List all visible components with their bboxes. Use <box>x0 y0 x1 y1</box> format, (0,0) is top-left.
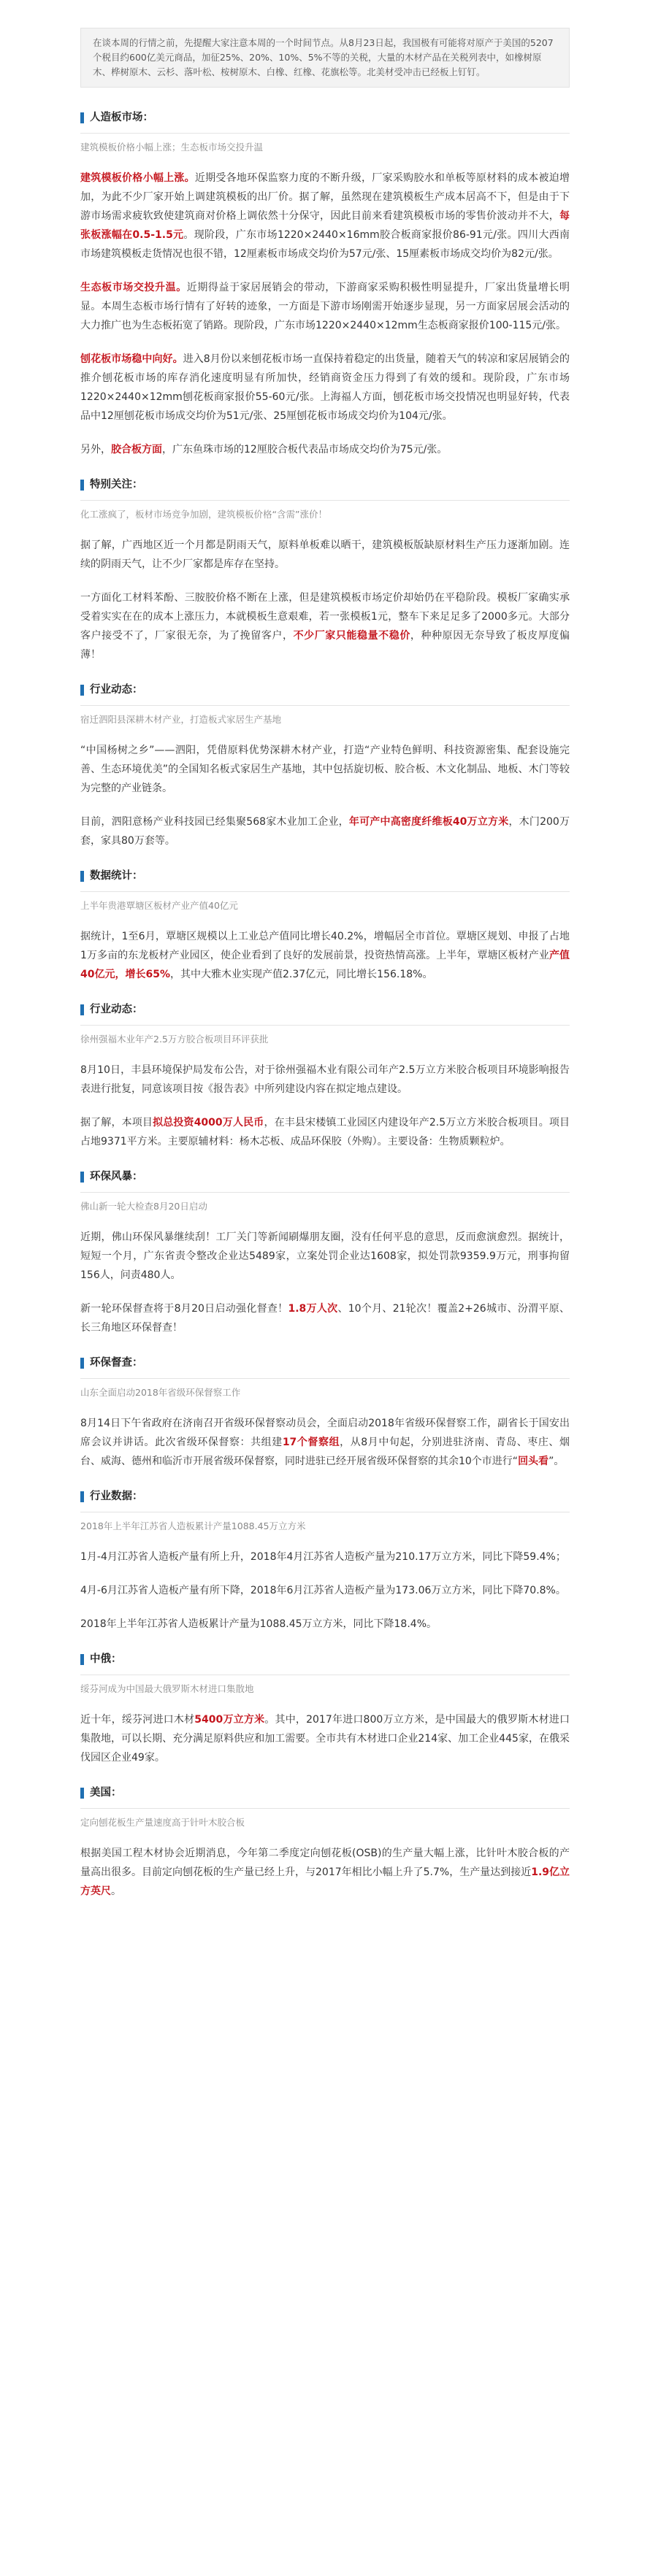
section-marker-icon <box>80 685 84 696</box>
section-subtitle: 上半年贵港覃塘区板材产业产值40亿元 <box>80 900 238 911</box>
highlight-text: 每张板涨幅在0.5-1.5元 <box>80 210 570 241</box>
body-text: ，从8月中旬起，分别进驻济南、青岛、枣庄、烟台、威海、德州和临沂市开展省级环保督察，同时进驻已经开展省级环保督察的其余10个市进行“ <box>80 1437 570 1467</box>
section-marker-icon <box>80 1172 84 1183</box>
section <box>80 1782 570 1901</box>
section-divider <box>80 1025 570 1026</box>
section-heading <box>80 474 570 496</box>
sections-container <box>80 107 570 1901</box>
section-divider <box>80 705 570 706</box>
body-text: 一方面化工材料苯酚、三胺胶价格不断在上涨，但是建筑模板市场定价却始仍在平稳阶段。模板厂家确实承受着实实在在的成本上涨压力，本就模板生意艰难，若一张模板1元，整车下来足足多了2000多元。大部分客户接受不了，厂家很无奈，为了挽留客户， <box>80 592 570 642</box>
body-text: 近期得益于家居展销会的带动，下游商家采购积极性明显提升，厂家出货量增长明显。本周生态板市场行情有了好转的迹象，一方面是下游市场刚需开始逐步显现，另一方面家居展会活动的大力推广也为生态板拓宽了销路。现阶段，广东市场1220×2440×12mm生态板商家报价100-115元/张。 <box>80 282 570 331</box>
section-marker-icon <box>80 1788 84 1799</box>
paragraph <box>80 1844 570 1901</box>
section-heading <box>80 1166 570 1188</box>
highlight-text: 生态板市场交投升温。 <box>80 282 187 293</box>
section <box>80 474 570 664</box>
body-text: 8月10日，丰县环境保护局发布公告，对于徐州强福木业有限公司年产2.5万立方米胶合板项目环境影响报告表进行批复，同意该项目按《报告表》中所列建设内容在拟定地点建设。 <box>80 1064 570 1095</box>
section-subtitle: 佛山新一轮大检查8月20日启动 <box>80 1201 207 1212</box>
paragraph <box>80 169 570 264</box>
section-title: 行业数据： <box>90 1491 143 1502</box>
body-text: 另外， <box>80 444 111 455</box>
body-text: 1月-4月江苏省人造板产量有所上升，2018年4月江苏省人造板产量为210.17万立方米，同比下降59.4%； <box>80 1551 566 1563</box>
section-marker-icon <box>80 871 84 882</box>
body-text: 8月14日下午省政府在济南召开省级环保督察动员会，全面启动2018年省级环保督察工作，副省长于国安出席会议并讲话。此次省级环保督察：共组建 <box>80 1418 570 1448</box>
paragraph <box>80 927 570 984</box>
body-text: ，在丰县宋楼镇工业园区内建设年产2.5万立方米胶合板项目。项目占地9371平方米。主要原辅材料：杨木芯板、成品环保胶（外购）。主要设备：生物质颗粒炉。 <box>80 1117 570 1147</box>
section <box>80 999 570 1151</box>
paragraph <box>80 278 570 335</box>
body-text: 新一轮环保督查将于8月20日启动强化督查！ <box>80 1303 288 1315</box>
section-divider <box>80 891 570 892</box>
section-subtitle: 宿迁泗阳县深耕木材产业，打造板式家居生产基地 <box>80 714 282 725</box>
section-title: 环保督查： <box>90 1357 143 1369</box>
section-heading <box>80 107 570 128</box>
highlight-text: 年可产中高密度纤维板40万立方米 <box>348 816 509 828</box>
section-title: 人造板市场： <box>90 112 153 123</box>
body-text: ，种种原因无奈导致了板皮厚度偏薄！ <box>80 630 570 661</box>
body-text: 根据美国工程木材协会近期消息，今年第二季度定向刨花板(OSB)的生产量大幅上涨，比针叶木胶合板的产量高出很多。目前定向刨花板的生产量已经上升，与2017年相比小幅上升了5.7%，生产量达到接近 <box>80 1848 570 1878</box>
body-text: ，其中大雅木业实现产值2.37亿元，同比增长156.18%。 <box>170 969 433 980</box>
paragraph <box>80 1581 570 1600</box>
body-text: ，木门200万套，家具80万套等。 <box>80 816 570 847</box>
highlight-text: 5400万立方米 <box>194 1714 265 1726</box>
highlight-text: 1.9亿立方英尺 <box>80 1866 570 1897</box>
section-heading <box>80 865 570 887</box>
body-text: “中国杨树之乡”——泗阳，凭借原料优势深耕木材产业，打造“产业特色鲜明、科技资源密集、配套设施完善、生态环境优美”的全国知名板式家居生产基地，其中包括旋切板、胶合板、木文化制品、地板、木门等较为完整的产业链条。 <box>80 745 570 794</box>
highlight-text: 回头看 <box>518 1456 549 1467</box>
paragraph <box>80 440 570 459</box>
paragraph <box>80 1414 570 1471</box>
body-text: 据了解，广西地区近一个月都是阴雨天气，原料单板难以晒干，建筑模板版缺原材料生产压力逐渐加剧。连续的阴雨天气，让不少厂家都是库存在坚持。 <box>80 539 570 570</box>
section-divider <box>80 133 570 134</box>
section-subtitle: 建筑模板价格小幅上涨；生态板市场交投升温 <box>80 142 264 153</box>
paragraph <box>80 1547 570 1566</box>
section-marker-icon <box>80 480 84 491</box>
body-text: 据了解，本项目 <box>80 1117 153 1129</box>
body-text: 4月-6月江苏省人造板产量有所下降，2018年6月江苏省人造板产量为173.06万立方米，同比下降70.8%。 <box>80 1585 566 1596</box>
section-marker-icon <box>80 1654 84 1665</box>
highlight-text: 1.8万人次 <box>288 1303 338 1315</box>
section <box>80 865 570 984</box>
body-text: ，广东鱼珠市场的12厘胶合板代表品市场成交均价为75元/张。 <box>162 444 448 455</box>
section-subtitle: 绥芬河成为中国最大俄罗斯木材进口集散地 <box>80 1683 254 1694</box>
paragraph <box>80 1228 570 1285</box>
section-title: 环保风暴： <box>90 1171 143 1183</box>
highlight-text: 产值40亿元，增长65% <box>80 950 570 980</box>
paragraph <box>80 1061 570 1099</box>
paragraph <box>80 588 570 664</box>
body-text: 。其中，2017年进口800万立方米，是中国最大的俄罗斯木材进口集散地，可以长期、充分满足原料供应和加工需要。全市共有木材进口企业214家、加工企业445家，在俄采伐园区企业49家。 <box>80 1714 570 1764</box>
section-divider <box>80 500 570 501</box>
section <box>80 1485 570 1634</box>
section-subtitle: 徐州强福木业年产2.5万方胶合板项目环评获批 <box>80 1034 269 1045</box>
body-text: 近期，佛山环保风暴继续刮！工厂关门等新闻刷爆朋友圈，没有任何平息的意思，反而愈演愈烈。据统计，短短一个月，广东省责令整改企业达5489家，立案处罚企业达1608家，拟处罚款9359.9万元，刑事拘留156人，问责480人。 <box>80 1231 570 1281</box>
section <box>80 1648 570 1767</box>
highlight-text: 拟总投资4000万人民币 <box>153 1117 264 1129</box>
paragraph <box>80 536 570 574</box>
section-title: 行业动态： <box>90 1004 143 1015</box>
paragraph <box>80 1615 570 1634</box>
section-heading <box>80 1485 570 1507</box>
paragraph <box>80 1299 570 1337</box>
section <box>80 107 570 459</box>
paragraph <box>80 812 570 850</box>
body-text: 。现阶段，广东市场1220×2440×16mm胶合板商家报价86-91元/张。四川大西南市场建筑模板走货情况也很不错，12厘素板市场成交均价为57元/张、15厘素板市场成交均价为82元/张。 <box>80 229 570 260</box>
body-text: 目前，泗阳意杨产业科技园已经集聚568家木业加工企业， <box>80 816 349 828</box>
section-title: 数据统计： <box>90 870 143 882</box>
section-title: 行业动态： <box>90 684 143 696</box>
highlight-text: 刨花板市场稳中向好。 <box>80 353 183 365</box>
paragraph <box>80 741 570 798</box>
intro-text: 在谈本周的行情之前，先提醒大家注意本周的一个时间节点。从8月23日起，我国极有可能将对原产于美国的5207个税目约600亿美元商品，加征25%、20%、10%、5%不等的关税，大量的木材产品在关税列表中，如橡树原木、桦树原木、云杉、落叶松、桉树原木、白橡、红橡、花旗松等。北美材受冲击已经板上钉钉。 <box>93 37 554 77</box>
body-text: 、10个月、21轮次！覆盖2+26城市、汾渭平原、长三角地区环保督查！ <box>80 1303 570 1334</box>
section <box>80 1352 570 1471</box>
section-heading <box>80 679 570 701</box>
section-divider <box>80 1378 570 1379</box>
highlight-text: 胶合板方面 <box>111 444 162 455</box>
highlight-text: 不少厂家只能稳量不稳价 <box>293 630 410 642</box>
body-text: 2018年上半年江苏省人造板累计产量为1088.45万立方米，同比下降18.4%。 <box>80 1618 437 1630</box>
body-text: 。 <box>111 1885 121 1897</box>
section-subtitle: 2018年上半年江苏省人造板累计产量1088.45万立方米 <box>80 1520 306 1531</box>
body-text: 近期受各地环保监察力度的不断升级，厂家采购胶水和单板等原材料的成本被迫增加，为此不少厂家开始上调建筑模板的出厂价。据了解，虽然现在建筑模板生产成本居高不下，但是由于下游市场需求疲软致使建筑商对价格上调依然十分保守，因此目前来看建筑模板市场的零售价波动并不大， <box>80 172 570 222</box>
section-marker-icon <box>80 1004 84 1015</box>
section-subtitle: 山东全面启动2018年省级环保督察工作 <box>80 1387 241 1398</box>
section-heading <box>80 999 570 1020</box>
paragraph <box>80 350 570 426</box>
body-text: ”。 <box>548 1456 565 1467</box>
section-heading <box>80 1648 570 1670</box>
section-marker-icon <box>80 1358 84 1369</box>
section-heading <box>80 1352 570 1374</box>
highlight-text: 17个督察组 <box>282 1437 340 1448</box>
intro-box <box>80 28 570 88</box>
section-heading <box>80 1782 570 1804</box>
section-title: 美国： <box>90 1787 122 1799</box>
section <box>80 679 570 850</box>
section-divider <box>80 1192 570 1193</box>
section-title: 中俄： <box>90 1653 122 1665</box>
body-text: 进入8月份以来刨花板市场一直保持着稳定的出货量，随着天气的转凉和家居展销会的推介刨花板市场的库存消化速度明显有所加快，经销商资金压力得到了有效的缓和。现阶段，广东市场1220×2440×12mm刨花板商家报价55-60元/张。上海福人方面，刨花板市场交投情况也明显好转，代表品中12厘刨花板市场成交均价为51元/张、25厘刨花板市场成交均价为104元/张。 <box>80 353 570 422</box>
section-subtitle: 定向刨花板生产量速度高于针叶木胶合板 <box>80 1817 245 1828</box>
section <box>80 1166 570 1337</box>
section-divider <box>80 1808 570 1809</box>
highlight-text: 建筑模板价格小幅上涨。 <box>80 172 195 184</box>
paragraph <box>80 1113 570 1151</box>
body-text: 近十年，绥芬河进口木材 <box>80 1714 195 1726</box>
section-marker-icon <box>80 112 84 123</box>
section-subtitle: 化工涨疯了，板材市场竞争加剧，建筑模板价格“含需”涨价！ <box>80 509 327 520</box>
section-marker-icon <box>80 1491 84 1502</box>
section-title: 特别关注： <box>90 479 143 491</box>
body-text: 据统计，1至6月，覃塘区规模以上工业总产值同比增长40.2%，增幅居全市首位。覃塘区规划、申报了占地1万多亩的东龙板材产业园区，使企业看到了良好的发展前景，投资热情高涨。上半年，覃塘区板材产业 <box>80 931 570 961</box>
paragraph <box>80 1710 570 1767</box>
